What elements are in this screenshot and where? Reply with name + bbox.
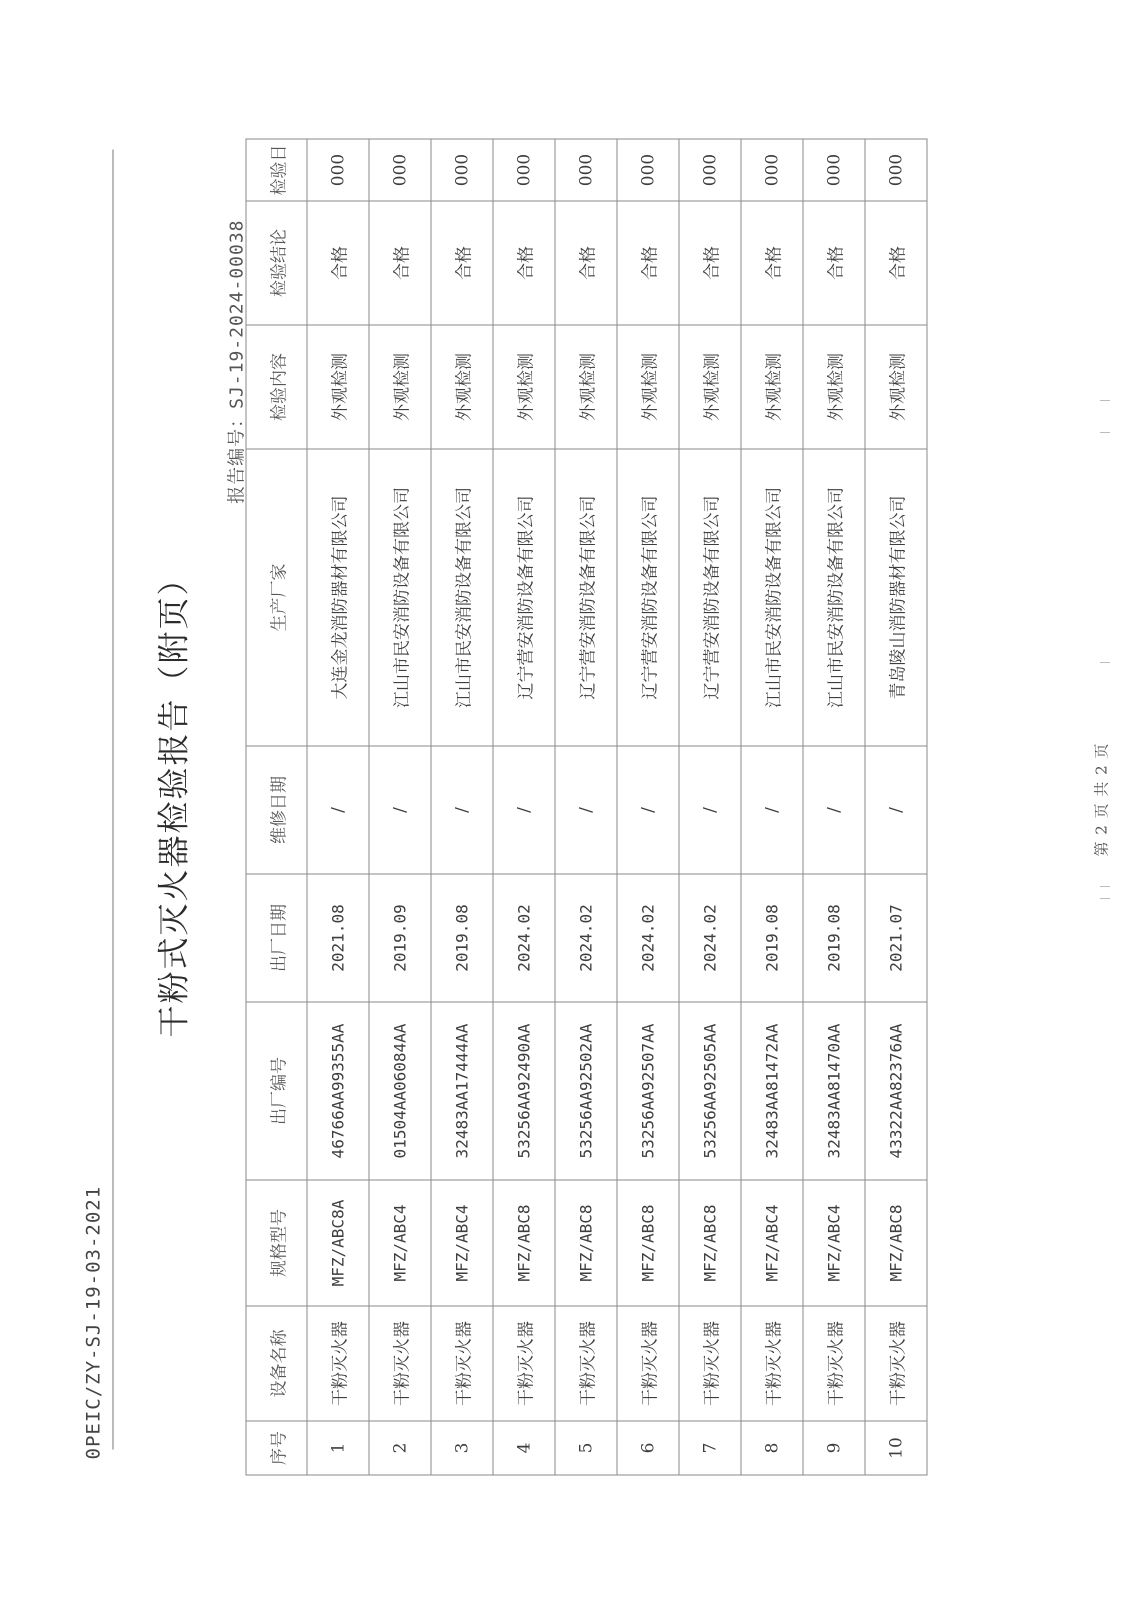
table-cell: 外观检测 bbox=[555, 325, 617, 449]
table-cell: 000 bbox=[555, 139, 617, 201]
table-cell: 32483AA17444AA bbox=[431, 1002, 493, 1180]
table-cell: 2019.09 bbox=[369, 874, 431, 1002]
table-cell: 合格 bbox=[865, 201, 927, 325]
table-cell: MFZ/ABC4 bbox=[803, 1180, 865, 1306]
table-row bbox=[369, 139, 431, 1475]
table-row bbox=[803, 139, 865, 1475]
table-cell: 9 bbox=[803, 1421, 865, 1475]
table-cell: / bbox=[555, 746, 617, 874]
header-cell: 检验日 bbox=[246, 139, 307, 201]
table-cell: MFZ/ABC8A bbox=[307, 1180, 369, 1306]
header-cell: 生产厂家 bbox=[246, 449, 307, 746]
table-row bbox=[741, 139, 803, 1475]
table-cell: / bbox=[617, 746, 679, 874]
table-cell: 2021.07 bbox=[865, 874, 927, 1002]
table-cell: 43322AA82376AA bbox=[865, 1002, 927, 1180]
header-cell: 设备名称 bbox=[246, 1306, 307, 1421]
table-cell: 合格 bbox=[617, 201, 679, 325]
table-cell: 干粉灭火器 bbox=[679, 1306, 741, 1421]
table-cell: 干粉灭火器 bbox=[741, 1306, 803, 1421]
table-cell: 000 bbox=[803, 139, 865, 201]
table-cell: 干粉灭火器 bbox=[617, 1306, 679, 1421]
table-cell: 大连金龙消防器材有限公司 bbox=[307, 449, 369, 746]
table-cell: MFZ/ABC4 bbox=[741, 1180, 803, 1306]
table-cell: 53256AA92490AA bbox=[493, 1002, 555, 1180]
table-cell: 合格 bbox=[307, 201, 369, 325]
table-cell: 000 bbox=[493, 139, 555, 201]
table-cell: 2019.08 bbox=[741, 874, 803, 1002]
table-cell: / bbox=[369, 746, 431, 874]
table-cell: 32483AA81472AA bbox=[741, 1002, 803, 1180]
table-cell: 53256AA92505AA bbox=[679, 1002, 741, 1180]
table-cell: 6 bbox=[617, 1421, 679, 1475]
table-cell: MFZ/ABC4 bbox=[369, 1180, 431, 1306]
table-cell: 10 bbox=[865, 1421, 927, 1475]
table-cell: 干粉灭火器 bbox=[493, 1306, 555, 1421]
table-cell: 5 bbox=[555, 1421, 617, 1475]
table-cell: 000 bbox=[307, 139, 369, 201]
inspection-table bbox=[246, 139, 928, 1476]
header-cell: 检验内容 bbox=[246, 325, 307, 449]
table-row bbox=[679, 139, 741, 1475]
table-cell: 合格 bbox=[369, 201, 431, 325]
table-cell: 2019.08 bbox=[431, 874, 493, 1002]
table-cell: 4 bbox=[493, 1421, 555, 1475]
table-header-row bbox=[246, 139, 307, 1475]
table-row bbox=[307, 139, 369, 1475]
table-cell: 46766AA99355AA bbox=[307, 1002, 369, 1180]
report-title: 干粉式灭火器检验报告（附页） bbox=[154, 561, 193, 1038]
table-row bbox=[865, 139, 927, 1475]
table-row bbox=[617, 139, 679, 1475]
table-cell: 辽宁营安消防设备有限公司 bbox=[679, 449, 741, 746]
table-cell: 干粉灭火器 bbox=[307, 1306, 369, 1421]
table-cell: 000 bbox=[431, 139, 493, 201]
table-cell: MFZ/ABC8 bbox=[555, 1180, 617, 1306]
table-cell: 外观检测 bbox=[679, 325, 741, 449]
table-row bbox=[431, 139, 493, 1475]
table-cell: 外观检测 bbox=[493, 325, 555, 449]
table-cell: 合格 bbox=[679, 201, 741, 325]
table-cell: 3 bbox=[431, 1421, 493, 1475]
table-cell: 32483AA81470AA bbox=[803, 1002, 865, 1180]
table-cell: 青岛陵山消防器材有限公司 bbox=[865, 449, 927, 746]
table-cell: 8 bbox=[741, 1421, 803, 1475]
table-cell: 江山市民安消防设备有限公司 bbox=[431, 449, 493, 746]
table-cell: 000 bbox=[369, 139, 431, 201]
table-cell: 外观检测 bbox=[803, 325, 865, 449]
table-cell: 01504AA06084AA bbox=[369, 1002, 431, 1180]
table-cell: 000 bbox=[741, 139, 803, 201]
table-cell: 外观检测 bbox=[741, 325, 803, 449]
table-cell: 干粉灭火器 bbox=[803, 1306, 865, 1421]
header-cell: 规格型号 bbox=[246, 1180, 307, 1306]
table-cell: 外观检测 bbox=[617, 325, 679, 449]
header-cell: 出厂编号 bbox=[246, 1002, 307, 1180]
table-cell: 2 bbox=[369, 1421, 431, 1475]
header-cell: 检验结论 bbox=[246, 201, 307, 325]
table-cell: 干粉灭火器 bbox=[555, 1306, 617, 1421]
table-cell: 2024.02 bbox=[617, 874, 679, 1002]
table-cell: / bbox=[307, 746, 369, 874]
table-cell: 干粉灭火器 bbox=[431, 1306, 493, 1421]
table-cell: 外观检测 bbox=[431, 325, 493, 449]
header-rule bbox=[113, 150, 114, 1450]
table-cell: 合格 bbox=[431, 201, 493, 325]
header-cell: 序号 bbox=[246, 1421, 307, 1475]
table-row bbox=[493, 139, 555, 1475]
table-cell: 53256AA92507AA bbox=[617, 1002, 679, 1180]
table-cell: 干粉灭火器 bbox=[865, 1306, 927, 1421]
table-cell: 江山市民安消防设备有限公司 bbox=[369, 449, 431, 746]
table-cell: 合格 bbox=[741, 201, 803, 325]
header-cell: 维修日期 bbox=[246, 746, 307, 874]
table-cell: / bbox=[865, 746, 927, 874]
table-cell: MFZ/ABC4 bbox=[431, 1180, 493, 1306]
table-cell: 外观检测 bbox=[307, 325, 369, 449]
document-code: 0PEIC/ZY-SJ-19-03-2021 bbox=[82, 1185, 105, 1460]
header-cell: 出厂日期 bbox=[246, 874, 307, 1002]
table-cell: 2024.02 bbox=[493, 874, 555, 1002]
table-cell: / bbox=[803, 746, 865, 874]
report-number-value: SJ-19-2024-00038 bbox=[226, 219, 248, 409]
table-cell: 江山市民安消防设备有限公司 bbox=[741, 449, 803, 746]
table-cell: 53256AA92502AA bbox=[555, 1002, 617, 1180]
table-cell: / bbox=[493, 746, 555, 874]
table-cell: 2024.02 bbox=[555, 874, 617, 1002]
table-cell: 辽宁营安消防设备有限公司 bbox=[493, 449, 555, 746]
table-cell: MFZ/ABC8 bbox=[493, 1180, 555, 1306]
report-number-label: 报告编号： bbox=[226, 408, 248, 504]
table-cell: 辽宁营安消防设备有限公司 bbox=[617, 449, 679, 746]
table-cell: MFZ/ABC8 bbox=[865, 1180, 927, 1306]
table-cell: 2021.08 bbox=[307, 874, 369, 1002]
table-cell: 000 bbox=[679, 139, 741, 201]
table-body bbox=[307, 139, 927, 1475]
table-cell: 合格 bbox=[493, 201, 555, 325]
table-cell: 合格 bbox=[555, 201, 617, 325]
table-cell: 1 bbox=[307, 1421, 369, 1475]
table-cell: 7 bbox=[679, 1421, 741, 1475]
table-cell: MFZ/ABC8 bbox=[617, 1180, 679, 1306]
table-cell: / bbox=[741, 746, 803, 874]
table-cell: 000 bbox=[865, 139, 927, 201]
table-row bbox=[555, 139, 617, 1475]
table-cell: / bbox=[679, 746, 741, 874]
table-cell: 干粉灭火器 bbox=[369, 1306, 431, 1421]
table-cell: 2019.08 bbox=[803, 874, 865, 1002]
table-cell: 外观检测 bbox=[369, 325, 431, 449]
table-cell: 辽宁营安消防设备有限公司 bbox=[555, 449, 617, 746]
table-cell: / bbox=[431, 746, 493, 874]
rotated-page bbox=[1, 0, 1131, 1600]
table-cell: 江山市民安消防设备有限公司 bbox=[803, 449, 865, 746]
page-number: 第 2 页 共 2 页 bbox=[1092, 742, 1111, 857]
table-cell: 合格 bbox=[803, 201, 865, 325]
table-cell: MFZ/ABC8 bbox=[679, 1180, 741, 1306]
table-cell: 000 bbox=[617, 139, 679, 201]
table-cell: 2024.02 bbox=[679, 874, 741, 1002]
table-cell: 外观检测 bbox=[865, 325, 927, 449]
